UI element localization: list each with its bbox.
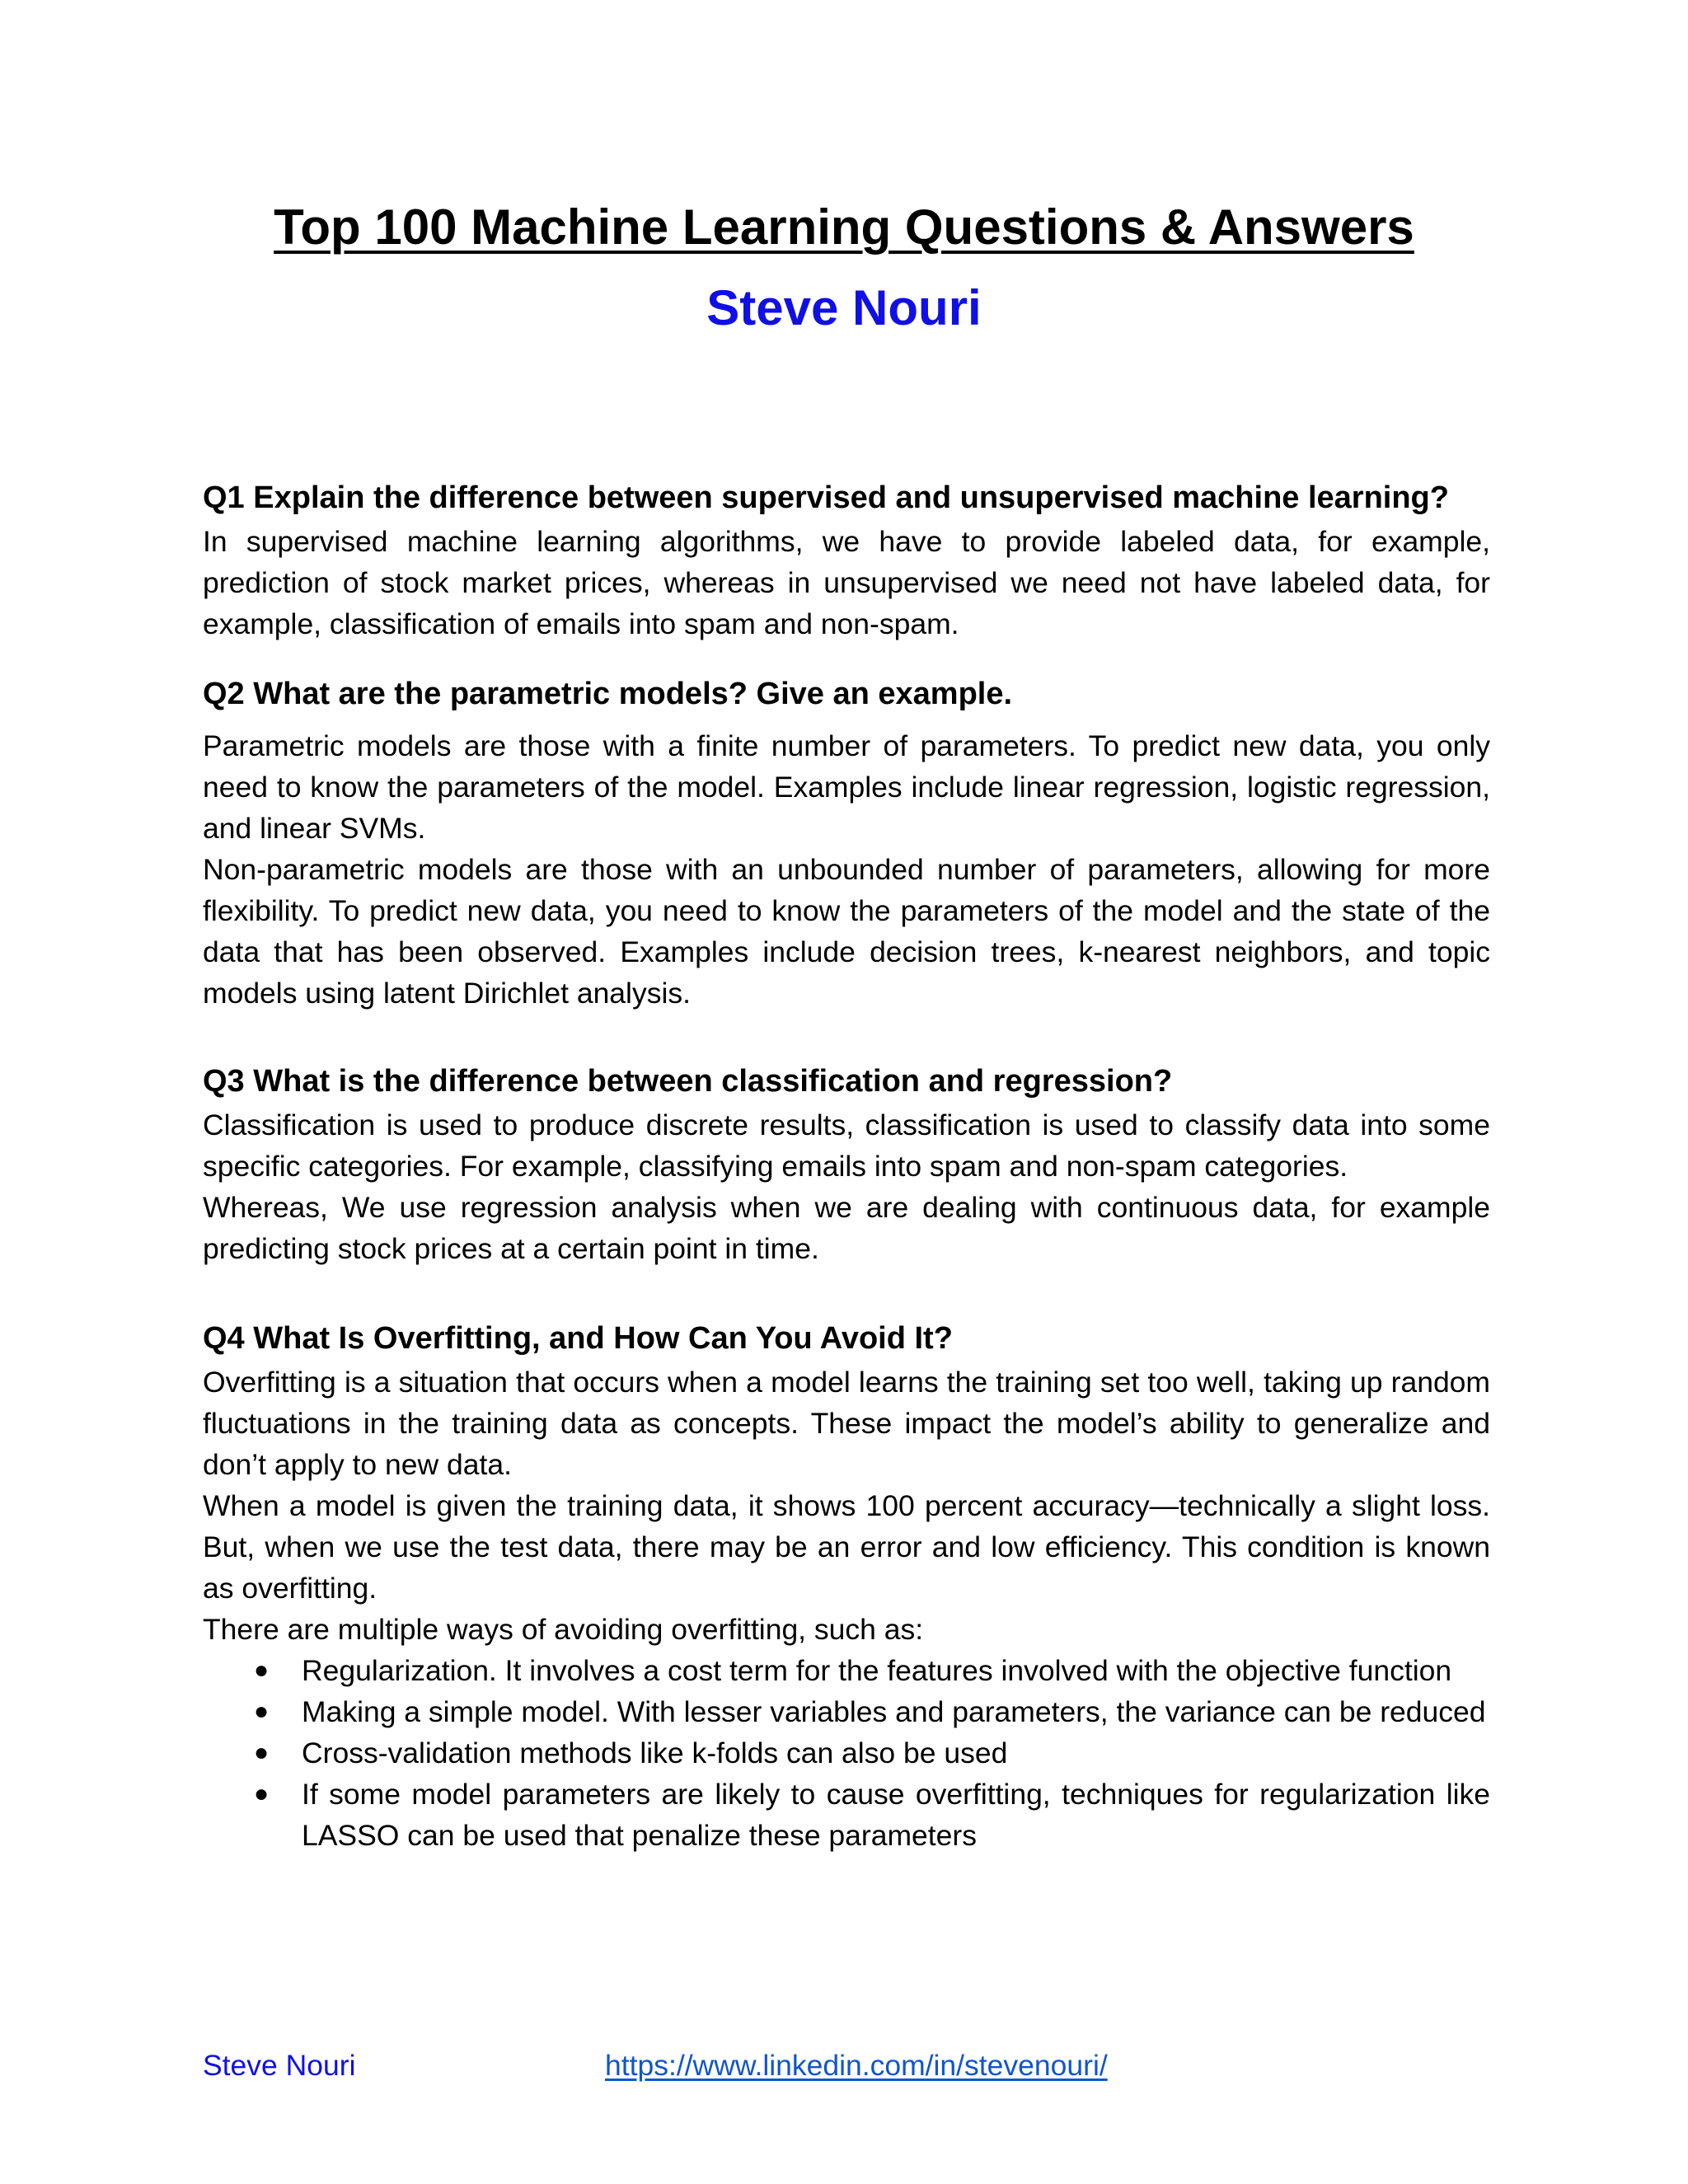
question-section-2	[203, 671, 1490, 1014]
question-heading: Q3 What is the difference between classification and regression?	[203, 1064, 1173, 1099]
document-title: Top 100 Machine Learning Questions & Answers	[274, 199, 1414, 255]
document-body	[203, 475, 1490, 1856]
footer-linkedin-link[interactable]: https://www.linkedin.com/in/stevenouri/	[605, 2049, 1108, 2082]
answer-paragraph: Non-parametric models are those with an unbounded number of parameters, allowing for more flexibility. To predict new data, you need to know the parameters of the model and the state of the data that has been observed. Examples include decision trees, k-nearest neighbors, and topic models using latent Dirichlet analysis.	[203, 853, 1490, 1010]
bullet-list	[203, 1650, 1490, 1856]
bullet-icon: ●	[254, 1657, 270, 1684]
question-heading: Q2 What are the parametric models? Give an example.	[203, 677, 1013, 711]
bullet-item	[203, 1774, 1490, 1856]
bullet-text: Making a simple model. With lesser variables and parameters, the variance can be reduced	[302, 1695, 1486, 1728]
question-section-4	[203, 1315, 1490, 1856]
bullet-item	[203, 1650, 1490, 1691]
document-author: Steve Nouri	[706, 280, 982, 335]
answer-paragraph: Whereas, We use regression analysis when we are dealing with continuous data, for example predicting stock prices at a certain point in time.	[203, 1191, 1490, 1265]
bullet-item	[203, 1691, 1490, 1732]
question-heading: Q4 What Is Overfitting, and How Can You Avoid It?	[203, 1321, 953, 1356]
question-heading: Q1 Explain the difference between supervised and unsupervised machine learning?	[203, 480, 1449, 515]
answer-paragraph: There are multiple ways of avoiding overfitting, such as:	[203, 1613, 924, 1646]
question-section-3	[203, 1058, 1490, 1269]
bullet-text: Cross-validation methods like k-folds can also be used	[302, 1736, 1008, 1769]
answer-paragraph: Parametric models are those with a finite number of parameters. To predict new data, you only need to know the parameters of the model. Examples include linear regression, logistic regression, and linear SVMs.	[203, 729, 1490, 845]
answer-paragraph: When a model is given the training data, it shows 100 percent accuracy—technically a slight loss. But, when we use the test data, there may be an error and low efficiency. This condition is known as overfitting.	[203, 1489, 1490, 1605]
question-section-1	[203, 475, 1490, 644]
bullet-text: If some model parameters are likely to cause overfitting, techniques for regularization like LASSO can be used that penalize these parameters	[302, 1778, 1490, 1852]
bullet-icon: ●	[254, 1739, 270, 1766]
answer-paragraph: Overfitting is a situation that occurs when a model learns the training set too well, taking up random fluctuations in the training data as concepts. These impact the model’s ability to generalize and don’t apply to new data.	[203, 1366, 1490, 1481]
bullet-text: Regularization. It involves a cost term for the features involved with the objective function	[302, 1654, 1452, 1687]
bullet-icon: ●	[254, 1698, 270, 1725]
answer-paragraph: Classification is used to produce discrete results, classification is used to classify data into some specific categories. For example, classifying emails into spam and non-spam categories.	[203, 1108, 1490, 1183]
bullet-item	[203, 1732, 1490, 1774]
answer-paragraph: In supervised machine learning algorithms, we have to provide labeled data, for example, prediction of stock market prices, whereas in unsupervised we need not have labeled data, for example, classification of emails into spam and non-spam.	[203, 525, 1490, 640]
bullet-icon: ●	[254, 1780, 270, 1807]
footer-author-name: Steve Nouri	[203, 2049, 356, 2082]
